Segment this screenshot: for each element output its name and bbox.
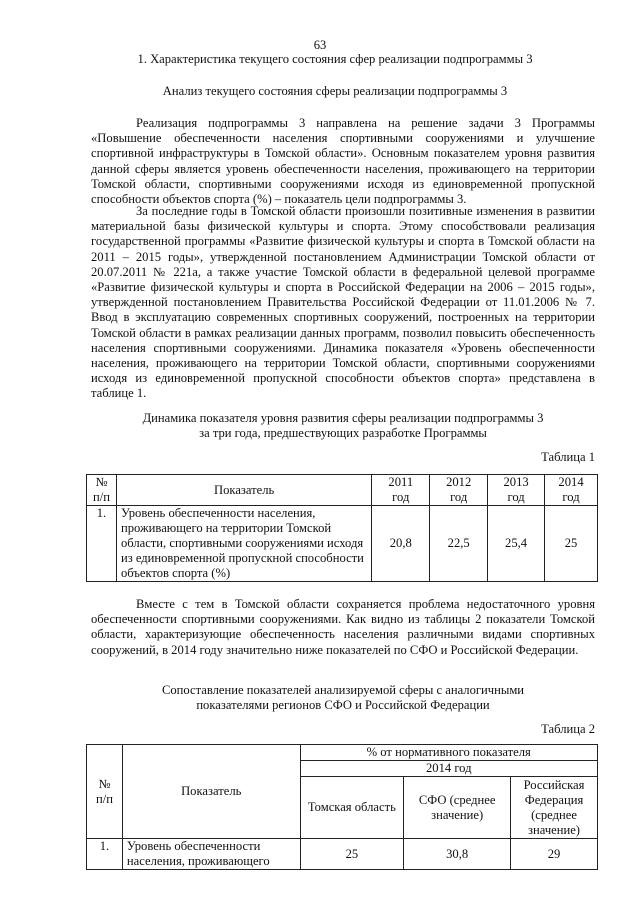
table1-header-2013-god: год bbox=[507, 490, 525, 504]
table1-header-row bbox=[87, 475, 598, 506]
table1-header-2013-year: 2013 bbox=[503, 475, 529, 489]
table2-header-num-line2: п/п bbox=[95, 791, 113, 806]
table1-header-num-line1: № bbox=[95, 475, 108, 489]
table2-header-num bbox=[87, 745, 123, 839]
table2-header-group: % от нормативного показателя bbox=[300, 745, 597, 761]
paragraph-3 bbox=[91, 597, 595, 658]
table2-header-rf: Российская Федерация (среднее значение) bbox=[511, 777, 598, 839]
table2-value-rf: 29 bbox=[511, 839, 598, 870]
paragraph-3-text: Вместе с тем в Томской области сохраняется проблема недостаточного уровня обеспеченности спортивными сооружениями. Как видно из таблицы 2 показатели Томской области, характеризующие обеспеченность населения различными видами спортивных сооружений, в 2014 году значительно ниже показателей по СФО и Российской Федерации. bbox=[91, 597, 595, 657]
table2-row-num: 1. bbox=[87, 839, 123, 870]
table1-header-2012-year: 2012 bbox=[446, 475, 472, 489]
section-subtitle: Анализ текущего состояния сферы реализации подпрограммы 3 bbox=[162, 84, 508, 98]
table2-header-row-1 bbox=[87, 745, 598, 761]
table1-header-2013 bbox=[488, 475, 545, 506]
table-2 bbox=[86, 744, 598, 870]
table2-caption-line2: показателями регионов СФО и Российской Федерации bbox=[196, 698, 490, 713]
table1-label: Таблица 1 bbox=[541, 450, 595, 464]
table-row bbox=[87, 839, 598, 870]
table1-header-2014-year: 2014 bbox=[558, 475, 584, 489]
table1-value-2011: 20,8 bbox=[372, 506, 430, 582]
table2-header-sfo: СФО (среднее значение) bbox=[404, 777, 511, 839]
table2-label: Таблица 2 bbox=[541, 722, 595, 736]
table1-header-2012-god: год bbox=[450, 490, 468, 504]
table1-header-2011-year: 2011 bbox=[388, 475, 414, 489]
paragraph-1-text: Реализация подпрограммы 3 направлена на решение задачи 3 Программы «Повышение обеспеченности населения спортивными сооружениями и улучшение спортивной инфраструктуры в Томской области». Основным показателем уровня развития данной сферы является уровень обеспеченности населения, проживающего на территории Томской области, спортивными сооружениями исходя из единовременной пропускной способности объектов спорта (%) – показатель цели подпрограммы 3. bbox=[91, 116, 595, 207]
table2-caption bbox=[91, 683, 595, 713]
table1-row-num: 1. bbox=[87, 506, 117, 582]
table2-header-num-line1: № bbox=[98, 776, 111, 791]
table1-header-num-line2: п/п bbox=[92, 490, 110, 504]
table1-value-2012: 22,5 bbox=[430, 506, 488, 582]
table1-caption-line1: Динамика показателя уровня развития сферы реализации подпрограммы 3 bbox=[142, 411, 544, 425]
section-title: 1. Характеристика текущего состояния сфер реализации подпрограммы 3 bbox=[137, 52, 533, 66]
paragraph-1 bbox=[91, 116, 595, 207]
table1-header-num bbox=[87, 475, 117, 506]
table2-value-tomsk: 25 bbox=[300, 839, 404, 870]
table1-row-indicator: Уровень обеспеченности населения, проживающего на территории Томской области, спортивными сооружениями исходя из единовременной пропускной способности объектов спорта (%) bbox=[116, 506, 371, 582]
table2-row-indicator: Уровень обеспеченности населения, проживающего bbox=[122, 839, 300, 870]
table2-value-sfo: 30,8 bbox=[404, 839, 511, 870]
table1-header-2011 bbox=[372, 475, 430, 506]
table-row bbox=[87, 506, 598, 582]
table2-header-indicator: Показатель bbox=[122, 745, 300, 839]
table2-header-year: 2014 год bbox=[300, 761, 597, 777]
table1-value-2013: 25,4 bbox=[488, 506, 545, 582]
table1-header-indicator: Показатель bbox=[116, 475, 371, 506]
table1-header-2012 bbox=[430, 475, 488, 506]
paragraph-2 bbox=[91, 204, 595, 402]
table-1 bbox=[86, 474, 598, 582]
page-number: 63 bbox=[313, 38, 327, 52]
table1-caption bbox=[91, 411, 595, 441]
table1-caption-line2: за три года, предшествующих разработке Программы bbox=[199, 426, 487, 441]
table1-header-2014-god: год bbox=[562, 490, 580, 504]
table1-header-2011-god: год bbox=[392, 490, 410, 504]
table2-caption-line1: Сопоставление показателей анализируемой сферы с аналогичными bbox=[161, 683, 525, 697]
table1-header-2014 bbox=[545, 475, 598, 506]
table1-value-2014: 25 bbox=[545, 506, 598, 582]
table2-header-tomsk: Томская область bbox=[300, 777, 404, 839]
paragraph-2-text: За последние годы в Томской области произошли позитивные изменения в развитии материальной базы физической культуры и спорта. Этому способствовали реализация государственной программы «Развитие физической культуры и спорта в Томской области на 2011 – 2015 годы», утвержденной постановлением Администрации Томской области от 20.07.2011 № 221а, а также участие Томской области в федеральной целевой программе «Развитие физической культуры и спорта в Российской Федерации на 2006 – 2015 годы», утвержденной постановлением Правительства Российской Федерации от 11.01.2006 № 7. Ввод в эксплуатацию современных спортивных сооружений, построенных на территории Томской области в рамках реализации данных программ, позволил повысить обеспеченность населения спортивными сооружениями. Динамика показателя «Уровень обеспеченности населения, проживающего на территории Томской области, спортивными сооружениями исходя из единовременной пропускной способности объектов спорта» представлена в таблице 1. bbox=[91, 204, 595, 401]
